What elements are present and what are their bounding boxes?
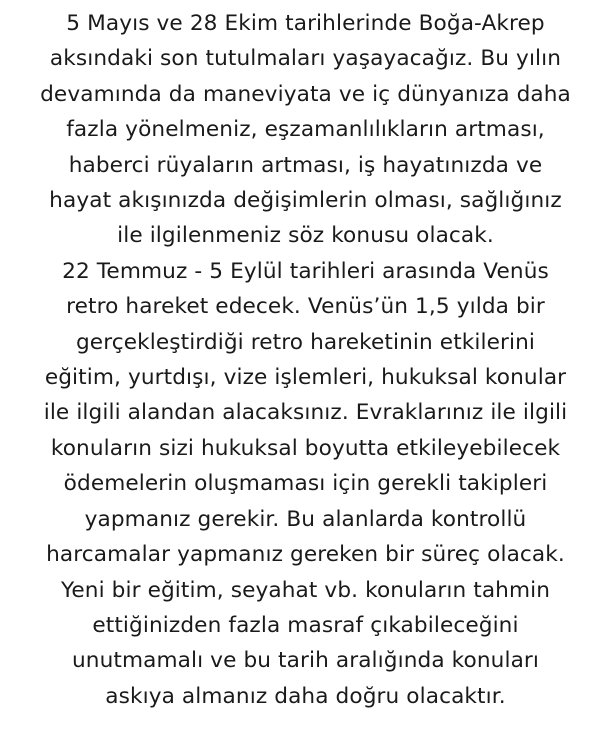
text-line: 5 Mayıs ve 28 Ekim tarihlerinde Boğa-Akrep	[66, 11, 545, 36]
text-line: konuların sizi hukuksal boyutta etkileyebilecek	[50, 435, 561, 461]
text-line: unutmamalı ve bu tarih aralığında konuları	[71, 648, 540, 674]
text-line: eğitim, yurtdışı, vize işlemleri, hukuksal konular	[44, 365, 567, 391]
text-line: yapmanız gerekir. Bu alanlarda kontrollü	[84, 506, 527, 532]
text-line: devamında da maneviyata ve iç dünyanıza daha	[40, 81, 571, 107]
text-line: aksındaki son tutulmaları yaşayacağız. Bu yılın	[49, 46, 562, 72]
text-line: ile ilgilenmeniz söz konusu olacak.	[117, 223, 494, 249]
text-line: ile ilgili alandan alacaksınız. Evraklarınız ile ilgili	[43, 400, 568, 426]
text-line: gerçekleştirdiği retro hareketinin etkilerini	[75, 329, 536, 355]
text-line: hayat akışınızda değişimlerin olması, sağlığınız	[49, 188, 562, 214]
text-line: retro hareket edecek. Venüs’ün 1,5 yılda bir	[66, 294, 545, 320]
paragraph-eclipses	[0, 6, 611, 254]
text-line: ödemelerin oluşmaması için gerekli takipleri	[63, 471, 548, 497]
text-line: ettiğinizden fazla masraf çıkabileceğini	[92, 612, 519, 638]
text-line: askıya almanız daha doğru olacaktır.	[105, 683, 506, 709]
text-line: fazla yönelmeniz, eşzamanlılıkların artması,	[66, 117, 545, 143]
text-line: haberci rüyaların artması, iş hayatınızda ve	[68, 152, 543, 178]
paragraph-venus-retro	[0, 254, 611, 714]
text-line: Yeni bir eğitim, seyahat vb. konuların tahmin	[60, 577, 551, 603]
text-line: 22 Temmuz - 5 Eylül tarihleri arasında Venüs	[62, 258, 549, 284]
text-line: harcamalar yapmanız gereken bir süreç olacak.	[46, 542, 565, 568]
